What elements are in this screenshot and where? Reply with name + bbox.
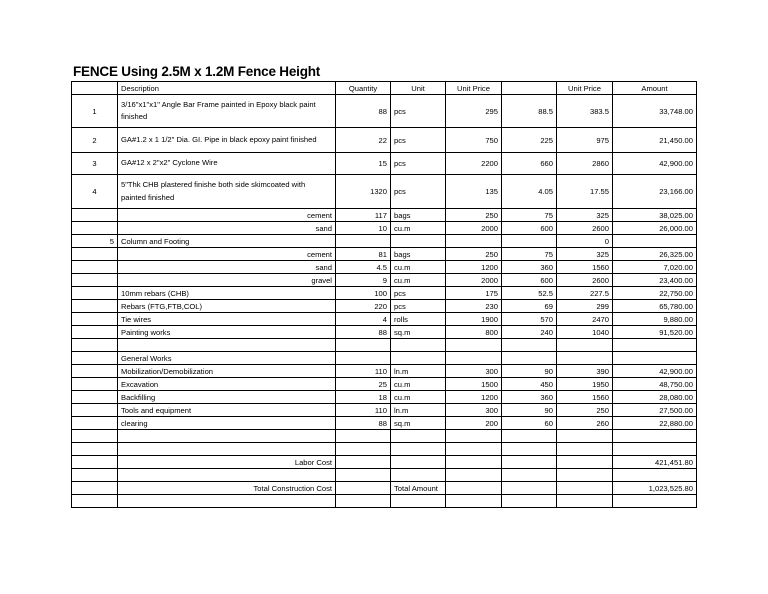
cell-total-unit-price: 2600 [557, 274, 613, 287]
cell-markup: 90 [502, 404, 557, 417]
cell-markup [502, 430, 557, 443]
cell-amount: 48,750.00 [613, 378, 697, 391]
cell-description [118, 430, 336, 443]
cell-total-unit-price: 260 [557, 417, 613, 430]
cell-unit-price: 1500 [446, 378, 502, 391]
cell-amount: 42,900.00 [613, 365, 697, 378]
cell-unit-price [446, 482, 502, 495]
cell-item-number: 2 [72, 128, 118, 153]
cell-amount [613, 352, 697, 365]
table-row [72, 95, 697, 128]
cell-total-unit-price [557, 482, 613, 495]
cell-unit: pcs [391, 300, 446, 313]
cell-description: Painting works [118, 326, 336, 339]
cell-unit-price: 2000 [446, 274, 502, 287]
cell-item-number [72, 365, 118, 378]
cell-unit-price: 200 [446, 417, 502, 430]
cell-markup: 88.5 [502, 95, 557, 128]
cell-item-number [72, 482, 118, 495]
cell-description: Column and Footing [118, 235, 336, 248]
cell-markup: 75 [502, 209, 557, 222]
table-row [72, 430, 697, 443]
cell-total-unit-price: 975 [557, 128, 613, 153]
cell-quantity: 88 [336, 95, 391, 128]
cell-total-unit-price [557, 339, 613, 352]
cell-amount: 9,880.00 [613, 313, 697, 326]
cell-unit-price [446, 430, 502, 443]
cell-amount [613, 495, 697, 508]
cell-quantity [336, 469, 391, 482]
header-amount: Amount [613, 82, 697, 95]
cell-description [118, 495, 336, 508]
table-row [72, 300, 697, 313]
table-row [72, 482, 697, 495]
cell-total-unit-price: 325 [557, 248, 613, 261]
cell-unit-price: 250 [446, 248, 502, 261]
cell-amount [613, 469, 697, 482]
cell-item-number: 5 [72, 235, 118, 248]
cell-amount [613, 430, 697, 443]
cell-item-number [72, 326, 118, 339]
cell-total-unit-price [557, 469, 613, 482]
cell-description: Rebars (FTG,FTB,COL) [118, 300, 336, 313]
cell-description: 3/16"x1"x1" Angle Bar Frame painted in Epoxy black paint finished [118, 95, 336, 128]
cell-markup: 75 [502, 248, 557, 261]
cell-amount: 91,520.00 [613, 326, 697, 339]
cell-item-number [72, 300, 118, 313]
cell-description: 5"Thk CHB plastered finishe both side skimcoated with painted finished [118, 175, 336, 209]
cell-markup: 450 [502, 378, 557, 391]
cell-description [118, 339, 336, 352]
cell-amount: 28,080.00 [613, 391, 697, 404]
cell-amount: 7,020.00 [613, 261, 697, 274]
table-row [72, 248, 697, 261]
cell-total-unit-price [557, 456, 613, 469]
cell-quantity: 88 [336, 417, 391, 430]
cell-description: cement [118, 248, 336, 261]
cell-total-unit-price: 383.5 [557, 95, 613, 128]
cell-quantity: 4.5 [336, 261, 391, 274]
table-row [72, 326, 697, 339]
cell-unit-price: 250 [446, 209, 502, 222]
cell-total-unit-price: 1560 [557, 391, 613, 404]
cell-item-number [72, 378, 118, 391]
cell-description: clearing [118, 417, 336, 430]
cell-amount [613, 339, 697, 352]
cell-unit-price: 175 [446, 287, 502, 300]
table-row [72, 378, 697, 391]
header-markup [502, 82, 557, 95]
cell-amount: 42,900.00 [613, 153, 697, 175]
cell-total-unit-price: 250 [557, 404, 613, 417]
cell-description: GA#12 x 2"x2" Cyclone Wire [118, 153, 336, 175]
cell-unit: sq.m [391, 326, 446, 339]
cell-amount: 22,880.00 [613, 417, 697, 430]
header-unit: Unit [391, 82, 446, 95]
cell-total-unit-price: 227.5 [557, 287, 613, 300]
cell-item-number [72, 248, 118, 261]
cell-markup: 570 [502, 313, 557, 326]
cell-item-number [72, 404, 118, 417]
cell-unit-price [446, 469, 502, 482]
cell-unit [391, 339, 446, 352]
cell-description: Tie wires [118, 313, 336, 326]
cell-total-unit-price: 1560 [557, 261, 613, 274]
cell-markup: 360 [502, 261, 557, 274]
table-row [72, 313, 697, 326]
cell-quantity [336, 443, 391, 456]
cell-description: General Works [118, 352, 336, 365]
cell-item-number: 1 [72, 95, 118, 128]
cell-description: Mobilization/Demobilization [118, 365, 336, 378]
cell-quantity: 18 [336, 391, 391, 404]
cell-item-number [72, 222, 118, 235]
cell-quantity: 22 [336, 128, 391, 153]
header-quantity: Quantity [336, 82, 391, 95]
cell-markup [502, 482, 557, 495]
cell-item-number [72, 391, 118, 404]
cell-unit-price: 2000 [446, 222, 502, 235]
cell-unit-price [446, 339, 502, 352]
table-row [72, 391, 697, 404]
cell-item-number [72, 443, 118, 456]
cell-amount: 38,025.00 [613, 209, 697, 222]
cell-total-unit-price [557, 443, 613, 456]
cell-description: sand [118, 222, 336, 235]
header-row [72, 82, 697, 95]
cell-amount: 27,500.00 [613, 404, 697, 417]
header-item-number [72, 82, 118, 95]
header-description: Description [118, 82, 336, 95]
cell-unit: cu.m [391, 274, 446, 287]
cell-amount: 23,400.00 [613, 274, 697, 287]
table-row [72, 222, 697, 235]
cell-unit: cu.m [391, 222, 446, 235]
cell-item-number [72, 339, 118, 352]
cell-total-unit-price [557, 495, 613, 508]
cell-markup: 360 [502, 391, 557, 404]
cell-unit: pcs [391, 175, 446, 209]
cell-item-number [72, 469, 118, 482]
cell-amount: 26,000.00 [613, 222, 697, 235]
cell-unit-price: 300 [446, 404, 502, 417]
cell-unit-price [446, 456, 502, 469]
table-row [72, 404, 697, 417]
cell-unit [391, 235, 446, 248]
cell-total-unit-price: 390 [557, 365, 613, 378]
cell-description: gravel [118, 274, 336, 287]
cell-item-number: 3 [72, 153, 118, 175]
cell-markup: 600 [502, 274, 557, 287]
cell-description: Backfilling [118, 391, 336, 404]
cell-markup: 52.5 [502, 287, 557, 300]
cell-quantity: 10 [336, 222, 391, 235]
cell-markup: 4.05 [502, 175, 557, 209]
cell-quantity: 117 [336, 209, 391, 222]
cell-amount: 22,750.00 [613, 287, 697, 300]
table-row [72, 128, 697, 153]
cell-quantity [336, 495, 391, 508]
table-row [72, 287, 697, 300]
cell-unit-price: 800 [446, 326, 502, 339]
cell-markup: 225 [502, 128, 557, 153]
cell-unit: rolls [391, 313, 446, 326]
cell-markup: 240 [502, 326, 557, 339]
cell-markup [502, 339, 557, 352]
cell-description: Tools and equipment [118, 404, 336, 417]
cell-unit-price: 230 [446, 300, 502, 313]
table-row [72, 443, 697, 456]
cell-quantity [336, 482, 391, 495]
cell-unit [391, 469, 446, 482]
cell-quantity: 81 [336, 248, 391, 261]
cell-unit-price: 1200 [446, 261, 502, 274]
cell-unit: bags [391, 209, 446, 222]
cell-markup: 660 [502, 153, 557, 175]
cell-unit: cu.m [391, 261, 446, 274]
cell-description: GA#1.2 x 1 1/2" Dia. GI. Pipe in black epoxy paint finished [118, 128, 336, 153]
cell-item-number [72, 456, 118, 469]
table-row [72, 417, 697, 430]
cell-total-unit-price: 2600 [557, 222, 613, 235]
cell-quantity [336, 339, 391, 352]
cell-unit-price: 1900 [446, 313, 502, 326]
cell-quantity: 220 [336, 300, 391, 313]
table-row [72, 495, 697, 508]
cell-markup: 60 [502, 417, 557, 430]
table-row [72, 235, 697, 248]
cell-markup [502, 495, 557, 508]
table-row [72, 352, 697, 365]
cell-quantity: 88 [336, 326, 391, 339]
cell-unit [391, 352, 446, 365]
cell-quantity: 100 [336, 287, 391, 300]
cell-quantity [336, 456, 391, 469]
cell-item-number [72, 430, 118, 443]
cell-quantity: 4 [336, 313, 391, 326]
cell-markup [502, 456, 557, 469]
cell-unit: pcs [391, 128, 446, 153]
table-row [72, 339, 697, 352]
cell-item-number [72, 287, 118, 300]
cell-description: Labor Cost [118, 456, 336, 469]
cell-amount: 421,451.80 [613, 456, 697, 469]
header-unit-price: Unit Price [446, 82, 502, 95]
cell-item-number [72, 352, 118, 365]
cell-total-unit-price: 2860 [557, 153, 613, 175]
cell-item-number [72, 417, 118, 430]
cell-total-unit-price: 299 [557, 300, 613, 313]
cell-amount: 1,023,525.80 [613, 482, 697, 495]
cell-total-unit-price: 0 [557, 235, 613, 248]
cell-markup [502, 443, 557, 456]
cell-total-unit-price: 325 [557, 209, 613, 222]
cell-total-unit-price [557, 352, 613, 365]
cell-quantity: 1320 [336, 175, 391, 209]
cell-unit-price [446, 352, 502, 365]
cell-description: sand [118, 261, 336, 274]
table-row [72, 365, 697, 378]
cell-amount [613, 443, 697, 456]
cell-unit-price: 750 [446, 128, 502, 153]
table-row [72, 153, 697, 175]
cell-unit [391, 443, 446, 456]
cell-unit: Total Amount [391, 482, 446, 495]
cell-amount: 23,166.00 [613, 175, 697, 209]
cell-unit-price: 135 [446, 175, 502, 209]
cell-quantity: 15 [336, 153, 391, 175]
table-row [72, 469, 697, 482]
cell-quantity: 25 [336, 378, 391, 391]
cell-item-number [72, 209, 118, 222]
cell-unit: cu.m [391, 391, 446, 404]
cell-markup: 90 [502, 365, 557, 378]
cell-unit: cu.m [391, 378, 446, 391]
cell-amount: 21,450.00 [613, 128, 697, 153]
cell-item-number: 4 [72, 175, 118, 209]
sheet-title: FENCE Using 2.5M x 1.2M Fence Height [73, 64, 321, 79]
cost-estimate-table [71, 81, 697, 508]
cell-unit: pcs [391, 95, 446, 128]
cell-description: Excavation [118, 378, 336, 391]
cell-unit [391, 456, 446, 469]
cell-unit [391, 495, 446, 508]
cell-amount: 65,780.00 [613, 300, 697, 313]
cell-markup [502, 352, 557, 365]
table-row [72, 209, 697, 222]
cell-description: 10mm rebars (CHB) [118, 287, 336, 300]
table-row [72, 175, 697, 209]
cell-amount: 33,748.00 [613, 95, 697, 128]
cell-markup [502, 469, 557, 482]
cell-quantity [336, 430, 391, 443]
cell-item-number [72, 495, 118, 508]
cell-total-unit-price: 1950 [557, 378, 613, 391]
cell-quantity: 9 [336, 274, 391, 287]
cell-unit: pcs [391, 153, 446, 175]
cell-unit-price [446, 443, 502, 456]
cell-unit: sq.m [391, 417, 446, 430]
cell-quantity: 110 [336, 365, 391, 378]
cell-total-unit-price: 1040 [557, 326, 613, 339]
cell-amount: 26,325.00 [613, 248, 697, 261]
cell-markup: 600 [502, 222, 557, 235]
cell-quantity [336, 352, 391, 365]
cell-unit: ln.m [391, 365, 446, 378]
cell-unit-price: 1200 [446, 391, 502, 404]
cell-unit: bags [391, 248, 446, 261]
table-row [72, 261, 697, 274]
cell-item-number [72, 261, 118, 274]
cell-unit: pcs [391, 287, 446, 300]
cell-description [118, 469, 336, 482]
cell-total-unit-price [557, 430, 613, 443]
cell-item-number [72, 274, 118, 287]
cell-unit [391, 430, 446, 443]
cell-unit-price [446, 495, 502, 508]
cell-unit-price: 2200 [446, 153, 502, 175]
cell-unit: ln.m [391, 404, 446, 417]
cell-total-unit-price: 2470 [557, 313, 613, 326]
cell-total-unit-price: 17.55 [557, 175, 613, 209]
cell-markup: 69 [502, 300, 557, 313]
header-total-unit-price: Unit Price [557, 82, 613, 95]
table-row [72, 274, 697, 287]
cell-description [118, 443, 336, 456]
cell-unit-price: 300 [446, 365, 502, 378]
cell-description: Total Construction Cost [118, 482, 336, 495]
cell-quantity: 110 [336, 404, 391, 417]
cell-markup [502, 235, 557, 248]
cell-unit-price: 295 [446, 95, 502, 128]
cell-item-number [72, 313, 118, 326]
table-row [72, 456, 697, 469]
cell-unit-price [446, 235, 502, 248]
cell-description: cement [118, 209, 336, 222]
cell-amount [613, 235, 697, 248]
cell-quantity [336, 235, 391, 248]
